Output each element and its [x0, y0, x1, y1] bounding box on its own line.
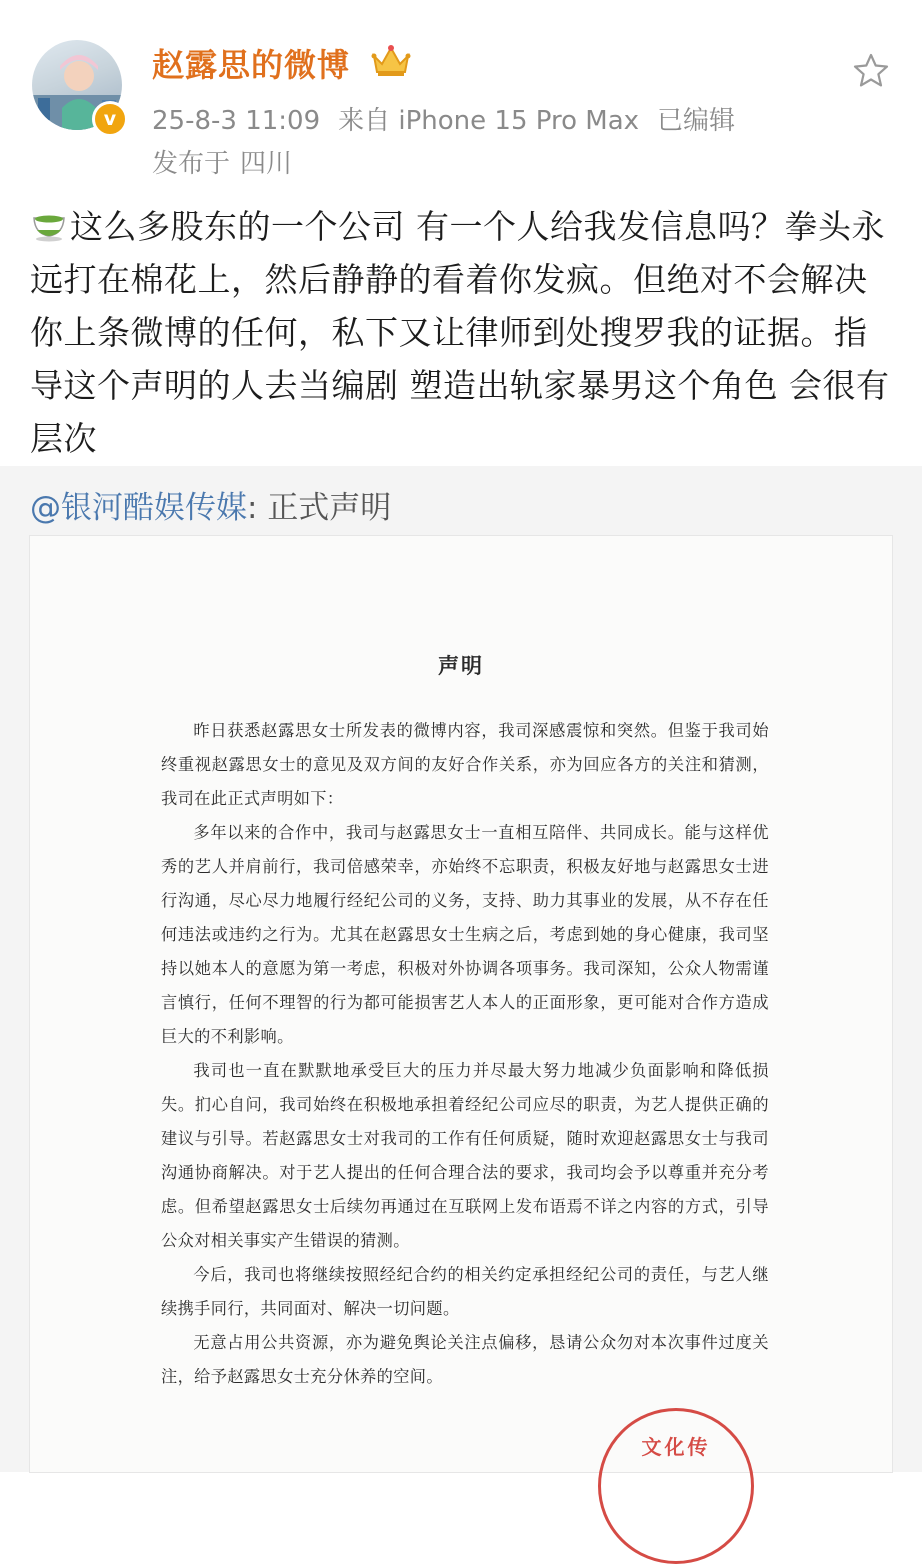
repost-card[interactable]: [0, 466, 922, 1472]
statement-body: [161, 714, 769, 1394]
statement-paragraph: 昨日获悉赵露思女士所发表的微博内容，我司深感震惊和突然。但鉴于我司始终重视赵露思女士的意见及双方间的友好合作关系，亦为回应各方的关注和猜测，我司在此正式声明如下：: [161, 721, 769, 808]
statement-paragraph: 无意占用公共资源，亦为避免舆论关注点偏移，恳请公众勿对本次事件过度关注，给予赵露思女士充分休养的空间。: [161, 1333, 769, 1386]
post-meta: [152, 100, 753, 137]
post-timestamp: 25-8-3 11:09: [152, 106, 321, 136]
post-source: 来自 iPhone 15 Pro Max: [338, 106, 640, 136]
statement-paragraph: 我司也一直在默默地承受巨大的压力并尽最大努力地减少负面影响和降低损失。扪心自问，我司始终在积极地承担着经纪公司应尽的职责，为艺人提供正确的建议与引导。若赵露思女士对我司的工作有任何质疑，随时欢迎赵露思女士与我司沟通协商解决。对于艺人提出的任何合理合法的要求，我司均会予以尊重并充分考虑。但希望赵露思女士后续勿再通过在互联网上发布语焉不详之内容的方式，引导公众对相关事实产生错误的猜测。: [161, 1061, 769, 1250]
company-seal: [598, 1408, 754, 1564]
post-content: [30, 200, 896, 465]
statement-image[interactable]: [30, 536, 892, 1472]
location-value: 四川: [240, 149, 293, 179]
tea-cup-icon: [30, 208, 68, 242]
edited-label[interactable]: 已编辑: [657, 106, 736, 136]
repost-header: [30, 482, 391, 527]
repost-separator: :: [247, 490, 258, 526]
crown-icon: [370, 42, 412, 78]
repost-mention[interactable]: @银河酷娱传媒: [30, 490, 247, 526]
statement-paragraph: 多年以来的合作中，我司与赵露思女士一直相互陪伴、共同成长。能与这样优秀的艺人并肩前行，我司倍感荣幸，亦始终不忘职责，积极友好地与赵露思女士进行沟通，尽心尽力地履行经纪公司的义务，支持、助力其事业的发展，从不存在任何违法或违约之行为。尤其在赵露思女士生病之后，考虑到她的身心健康，我司坚持以她本人的意愿为第一考虑，积极对外协调各项事务。我司深知，公众人物需谨言慎行，任何不理智的行为都可能损害艺人本人的正面形象，更可能对合作方造成巨大的不利影响。: [161, 823, 769, 1046]
statement-title: 声明: [438, 653, 484, 678]
post-location: [152, 143, 302, 180]
post-text: 这么多股东的一个公司 有一个人给我发信息吗？拳头永远打在棉花上，然后静静的看着你发疯。但绝对不会解决你上条微博的任何，私下又让律师到处搜罗我的证据。指导这个声明的人去当编剧 塑造出轨家暴男这个角色 会很有层次: [30, 207, 890, 458]
location-prefix: 发布于: [152, 149, 231, 179]
repost-text: 正式声明: [267, 490, 392, 526]
statement-paragraph: 今后，我司也将继续按照经纪合约的相关约定承担经纪公司的责任，与艺人继续携手同行，共同面对、解决一切问题。: [161, 1265, 769, 1318]
username[interactable]: 赵露思的微博: [152, 46, 351, 84]
star-icon[interactable]: [852, 52, 890, 90]
seal-text: 文化传: [641, 1435, 711, 1459]
verified-badge-icon: v: [92, 101, 128, 137]
